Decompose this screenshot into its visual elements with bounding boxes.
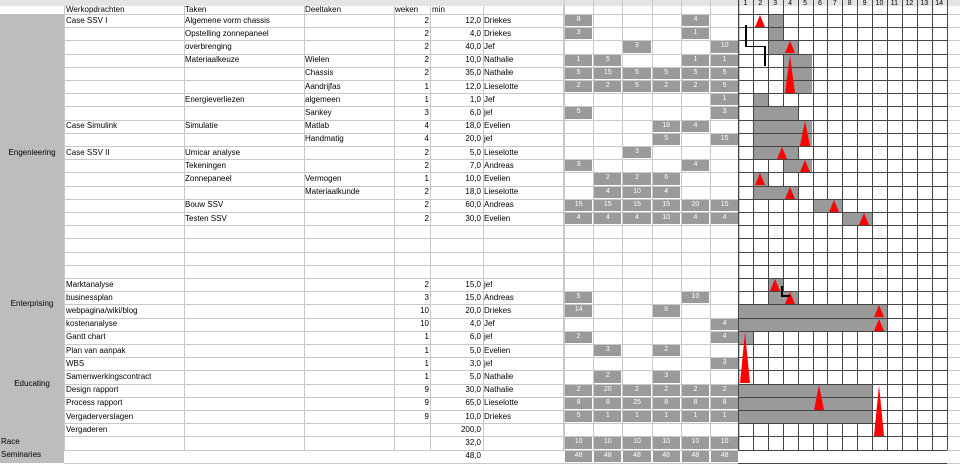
gantt-bar bbox=[739, 398, 872, 410]
person-name: Lieselotte bbox=[484, 398, 519, 408]
group-enterprising bbox=[0, 278, 64, 331]
weeks-value: 4 bbox=[424, 121, 429, 131]
weeks-value: 2 bbox=[424, 68, 429, 78]
gantt-row-divider bbox=[738, 225, 947, 226]
gantt-row-divider bbox=[738, 436, 947, 437]
hours-cell: 1 bbox=[682, 28, 709, 39]
minutes-value: 60,0 bbox=[465, 200, 481, 210]
deeltaak: Vermogen bbox=[305, 173, 342, 183]
gantt-row-divider bbox=[738, 331, 947, 332]
person-name: Nathalie bbox=[484, 55, 514, 65]
week-header: 14 bbox=[935, 0, 944, 7]
milestone-marker bbox=[785, 292, 795, 304]
hours-cell: 2 bbox=[565, 385, 592, 396]
milestone-marker bbox=[874, 319, 884, 331]
hours-cell: 4 bbox=[682, 121, 709, 132]
hours-cell: 2 bbox=[623, 385, 650, 396]
week-header: 11 bbox=[890, 0, 899, 7]
person-name: Lieselotte bbox=[484, 81, 519, 91]
person-name: Jef bbox=[484, 319, 495, 329]
hours-cell: 4 bbox=[711, 213, 738, 224]
week-header: 4 bbox=[788, 0, 793, 7]
hours-cell: 2 bbox=[565, 332, 592, 343]
minutes-value: 200,0 bbox=[460, 424, 481, 434]
dependency-arrow bbox=[781, 295, 790, 297]
weeks-value: 1 bbox=[424, 81, 429, 91]
hours-cell: 48 bbox=[653, 451, 680, 462]
hours-cell: 1 bbox=[594, 411, 621, 422]
gantt-row-divider bbox=[738, 54, 947, 55]
taak: Materiaalkeuze bbox=[185, 55, 240, 65]
gantt-bar bbox=[739, 411, 872, 423]
hours-cell: 15 bbox=[653, 200, 680, 211]
minutes-value: 65,0 bbox=[465, 398, 481, 408]
hours-cell: 4 bbox=[682, 15, 709, 26]
week-header: 13 bbox=[920, 0, 929, 7]
milestone-marker bbox=[740, 332, 750, 383]
person-name: Nathalie bbox=[484, 385, 514, 395]
person-name: jef bbox=[484, 279, 493, 289]
weeks-value: 9 bbox=[424, 398, 429, 408]
weeks-value: 9 bbox=[424, 385, 429, 395]
weeks-value: 2 bbox=[424, 41, 429, 51]
gantt-row-divider bbox=[738, 265, 947, 266]
weeks-value: 1 bbox=[424, 94, 429, 104]
dependency-arrow bbox=[764, 46, 766, 66]
werkopdracht: Marktanalyse bbox=[66, 279, 114, 289]
weeks-value: 3 bbox=[424, 107, 429, 117]
person-name: Jef bbox=[484, 94, 495, 104]
hours-cell: 4 bbox=[594, 213, 621, 224]
hours-cell: 2 bbox=[653, 345, 680, 356]
hours-cell: 48 bbox=[565, 451, 592, 462]
hours-cell: 6 bbox=[653, 305, 680, 316]
hours-cell: 3 bbox=[565, 160, 592, 171]
werkopdracht: Case SSV II bbox=[66, 147, 110, 157]
hours-cell: 5 bbox=[565, 68, 592, 79]
hours-cell: 15 bbox=[711, 200, 738, 211]
hours-cell: 4 bbox=[711, 319, 738, 330]
hours-cell: 3 bbox=[653, 371, 680, 382]
hours-cell: 20 bbox=[682, 200, 709, 211]
gantt-bar bbox=[769, 15, 783, 27]
hours-cell: 2 bbox=[711, 385, 738, 396]
person-name: Andreas bbox=[484, 160, 514, 170]
person-name: jef bbox=[484, 332, 493, 342]
minutes-value: 7,0 bbox=[469, 160, 481, 170]
gantt-row-divider bbox=[738, 80, 947, 81]
milestone-marker bbox=[800, 160, 810, 172]
minutes-value: 5,0 bbox=[469, 371, 481, 381]
milestone-marker bbox=[777, 147, 787, 159]
person-name: Jef bbox=[484, 41, 495, 51]
hours-cell: 4 bbox=[594, 187, 621, 198]
person-name: jef bbox=[484, 134, 493, 144]
weeks-value: 10 bbox=[420, 319, 429, 329]
gantt-row-divider bbox=[738, 423, 947, 424]
milestone-marker bbox=[829, 200, 839, 212]
person-name: Evelien bbox=[484, 121, 511, 131]
dependency-arrow bbox=[745, 25, 747, 47]
hours-cell: 10 bbox=[623, 187, 650, 198]
gantt-row-divider bbox=[738, 212, 947, 213]
hours-cell: 1 bbox=[711, 55, 738, 66]
hours-cell: 3 bbox=[565, 28, 592, 39]
person-name: Nathalie bbox=[484, 68, 514, 78]
person-name: Evelien bbox=[484, 213, 511, 223]
group-engenieering bbox=[0, 27, 64, 278]
person-name: Evelien bbox=[484, 173, 511, 183]
gantt-row-divider bbox=[738, 238, 947, 239]
weeks-value: 9 bbox=[424, 411, 429, 421]
hours-cell: 5 bbox=[653, 134, 680, 145]
hours-cell: 5 bbox=[565, 411, 592, 422]
hours-cell: 10 bbox=[711, 41, 738, 52]
gantt-row-divider bbox=[738, 159, 947, 160]
header-taken: Taken bbox=[185, 5, 207, 14]
hours-cell: 2 bbox=[594, 371, 621, 382]
hours-cell: 8 bbox=[711, 398, 738, 409]
group-label: Seminaries bbox=[1, 450, 42, 460]
hours-cell: 5 bbox=[682, 68, 709, 79]
gantt-row-divider bbox=[738, 67, 947, 68]
group-label: Educating bbox=[14, 378, 50, 388]
gantt-col-divider bbox=[947, 0, 948, 450]
hours-cell: 3 bbox=[711, 107, 738, 118]
week-header: 6 bbox=[817, 0, 822, 7]
weeks-value: 1 bbox=[424, 173, 429, 183]
hours-cell: 2 bbox=[653, 81, 680, 92]
person-name: Lieselotte bbox=[484, 147, 519, 157]
werkopdracht: Samenwerkingscontract bbox=[66, 371, 152, 381]
hours-cell: 18 bbox=[653, 121, 680, 132]
werkopdracht: WBS bbox=[66, 358, 85, 368]
minutes-value: 15,0 bbox=[465, 279, 481, 289]
person-name: Driekes bbox=[484, 305, 512, 315]
deeltaak: Handmatig bbox=[305, 134, 344, 144]
hours-cell: 15 bbox=[565, 200, 592, 211]
hours-cell: 4 bbox=[623, 213, 650, 224]
hours-cell: 4 bbox=[711, 332, 738, 343]
weeks-value: 2 bbox=[424, 15, 429, 25]
week-header: 2 bbox=[758, 0, 763, 7]
hours-cell: 5 bbox=[711, 81, 738, 92]
weeks-value: 2 bbox=[424, 213, 429, 223]
hours-cell: 5 bbox=[623, 68, 650, 79]
person-name: Andreas bbox=[484, 200, 514, 210]
taak: Testen SSV bbox=[185, 213, 227, 223]
hours-cell: 3 bbox=[711, 358, 738, 369]
deeltaak: Matlab bbox=[305, 121, 330, 131]
hours-cell: 10 bbox=[594, 437, 621, 448]
deeltaak: Materiaalkunde bbox=[305, 187, 360, 197]
milestone-marker bbox=[814, 385, 824, 410]
minutes-value: 5,0 bbox=[469, 147, 481, 157]
milestone-marker bbox=[874, 385, 884, 436]
person-name: Driekes bbox=[484, 15, 512, 25]
hours-cell: 2 bbox=[682, 81, 709, 92]
hours-cell: 2 bbox=[653, 385, 680, 396]
gantt-row-divider bbox=[738, 357, 947, 358]
hours-cell: 6 bbox=[653, 173, 680, 184]
weeks-value: 2 bbox=[424, 187, 429, 197]
week-header: 1 bbox=[743, 0, 748, 7]
person-name: Andreas bbox=[484, 292, 514, 302]
gantt-row-divider bbox=[738, 370, 947, 371]
minutes-value: 6,0 bbox=[469, 332, 481, 342]
werkopdracht: Vergaderverslagen bbox=[66, 411, 134, 421]
weeks-value: 1 bbox=[424, 345, 429, 355]
hours-cell: 10 bbox=[653, 437, 680, 448]
hours-cell: 2 bbox=[623, 173, 650, 184]
gantt-row-divider bbox=[738, 252, 947, 253]
weeks-value: 4 bbox=[424, 134, 429, 144]
minutes-value: 18,0 bbox=[465, 187, 481, 197]
weeks-value: 1 bbox=[424, 371, 429, 381]
taak: Opstelling zonnepaneel bbox=[185, 28, 269, 38]
weeks-value: 3 bbox=[424, 292, 429, 302]
weeks-value: 10 bbox=[420, 305, 429, 315]
taak: Simulatie bbox=[185, 121, 218, 131]
hours-cell: 8 bbox=[653, 398, 680, 409]
col-divider bbox=[64, 6, 65, 450]
werkopdracht: webpagina/wiki/blog bbox=[66, 305, 138, 315]
person-name: Lieselotte bbox=[484, 187, 519, 197]
taak: Algemene vorm chassis bbox=[185, 15, 270, 25]
deeltaak: Sankey bbox=[305, 107, 332, 117]
group-race bbox=[0, 436, 64, 449]
gantt-bar bbox=[739, 319, 887, 331]
person-name: Driekes bbox=[484, 28, 512, 38]
hours-cell: 15 bbox=[594, 200, 621, 211]
milestone-marker bbox=[770, 279, 780, 291]
hours-cell: 15 bbox=[623, 200, 650, 211]
week-header: 12 bbox=[905, 0, 914, 7]
hours-cell: 20 bbox=[594, 385, 621, 396]
weeks-value: 2 bbox=[424, 147, 429, 157]
werkopdracht: Plan van aanpak bbox=[66, 345, 126, 355]
hours-cell: 10 bbox=[623, 437, 650, 448]
hours-cell: 1 bbox=[623, 411, 650, 422]
hours-cell: 14 bbox=[565, 305, 592, 316]
gantt-bar bbox=[754, 147, 798, 159]
minutes-value: 10,0 bbox=[465, 411, 481, 421]
week-header: 8 bbox=[847, 0, 852, 7]
werkopdracht: Gantt chart bbox=[66, 332, 106, 342]
minutes-value: 4,0 bbox=[469, 28, 481, 38]
hours-cell: 48 bbox=[682, 451, 709, 462]
group-label: Enterprising bbox=[10, 299, 54, 309]
week-header: 9 bbox=[862, 0, 867, 7]
taak: Energieverliezen bbox=[185, 94, 245, 104]
deeltaak: algemeen bbox=[305, 94, 341, 104]
deeltaak: Wielen bbox=[305, 55, 330, 65]
hours-cell: 3 bbox=[623, 147, 650, 158]
week-header: 7 bbox=[832, 0, 837, 7]
hours-cell: 4 bbox=[682, 213, 709, 224]
hours-cell: 1 bbox=[565, 55, 592, 66]
person-name: Evelien bbox=[484, 345, 511, 355]
col-divider bbox=[184, 6, 185, 450]
taak: Bouw SSV bbox=[185, 200, 224, 210]
milestone-marker bbox=[800, 121, 810, 146]
weeks-value: 2 bbox=[424, 279, 429, 289]
werkopdracht: businessplan bbox=[66, 292, 113, 302]
hours-cell: 48 bbox=[594, 451, 621, 462]
milestone-marker bbox=[859, 213, 869, 225]
minutes-value: 40,0 bbox=[465, 41, 481, 51]
hours-cell: 10 bbox=[682, 437, 709, 448]
hours-cell: 1 bbox=[711, 411, 738, 422]
hours-cell: 15 bbox=[594, 68, 621, 79]
weeks-value: 2 bbox=[424, 28, 429, 38]
taak: Umicar analyse bbox=[185, 147, 241, 157]
group-educating bbox=[0, 331, 64, 437]
hours-cell: 8 bbox=[565, 398, 592, 409]
group-label: Race bbox=[1, 436, 20, 446]
weeks-value: 1 bbox=[424, 332, 429, 342]
hours-cell: 10 bbox=[682, 292, 709, 303]
minutes-value: 3,0 bbox=[469, 358, 481, 368]
weeks-value: 2 bbox=[424, 160, 429, 170]
hours-cell: 2 bbox=[594, 81, 621, 92]
gantt-row-divider bbox=[738, 199, 947, 200]
hours-cell: 48 bbox=[711, 451, 738, 462]
gantt-bar bbox=[739, 385, 872, 397]
hours-cell: 5 bbox=[653, 68, 680, 79]
gantt-row-divider bbox=[738, 172, 947, 173]
hours-cell: 4 bbox=[653, 187, 680, 198]
minutes-value: 35,0 bbox=[465, 68, 481, 78]
minutes-value: 48,0 bbox=[465, 451, 481, 461]
hours-cell: 2 bbox=[565, 81, 592, 92]
werkopdracht: Process rapport bbox=[66, 398, 123, 408]
hours-cell: 5 bbox=[565, 107, 592, 118]
milestone-marker bbox=[785, 41, 795, 53]
minutes-value: 20,0 bbox=[465, 305, 481, 315]
group-seminaries bbox=[0, 450, 64, 463]
person-name: jef bbox=[484, 358, 493, 368]
hours-cell: 5 bbox=[594, 55, 621, 66]
hours-cell: 3 bbox=[623, 41, 650, 52]
hours-cell: 8 bbox=[565, 15, 592, 26]
person-name: jef bbox=[484, 107, 493, 117]
hours-cell: 4 bbox=[682, 160, 709, 171]
minutes-value: 10,0 bbox=[465, 55, 481, 65]
hours-cell: 5 bbox=[711, 68, 738, 79]
minutes-value: 30,0 bbox=[465, 385, 481, 395]
hours-cell: 25 bbox=[623, 398, 650, 409]
hours-cell: 10 bbox=[711, 437, 738, 448]
hours-cell: 1 bbox=[711, 94, 738, 105]
werkopdracht: Case Simulink bbox=[66, 121, 118, 131]
weeks-value: 1 bbox=[424, 358, 429, 368]
minutes-value: 18,0 bbox=[465, 121, 481, 131]
week-header: 3 bbox=[773, 0, 778, 7]
hours-cell: 1 bbox=[682, 411, 709, 422]
werkopdracht: Vergaderen bbox=[66, 424, 108, 434]
hours-cell: 15 bbox=[711, 134, 738, 145]
werkopdracht: kostenanalyse bbox=[66, 319, 118, 329]
minutes-value: 10,0 bbox=[465, 173, 481, 183]
header-min: min bbox=[432, 5, 445, 14]
deeltaak: Chassis bbox=[305, 68, 334, 78]
hours-cell: 10 bbox=[653, 213, 680, 224]
taak: Tekeningen bbox=[185, 160, 226, 170]
minutes-value: 1,0 bbox=[469, 94, 481, 104]
hours-cell: 8 bbox=[594, 398, 621, 409]
hours-cell: 3 bbox=[594, 345, 621, 356]
week-header: 5 bbox=[803, 0, 807, 7]
milestone-marker bbox=[785, 187, 795, 199]
hours-cell: 4 bbox=[565, 213, 592, 224]
milestone-marker bbox=[755, 15, 765, 27]
gantt-bar bbox=[769, 28, 783, 40]
weeks-value: 2 bbox=[424, 200, 429, 210]
deeltaak: Aandrijfas bbox=[305, 81, 341, 91]
werkopdracht: Case SSV I bbox=[66, 15, 108, 25]
hours-cell: 2 bbox=[594, 173, 621, 184]
week-header: 10 bbox=[875, 0, 884, 7]
hours-cell: 48 bbox=[623, 451, 650, 462]
group-engineering-top bbox=[0, 14, 64, 27]
person-name: Driekes bbox=[484, 411, 512, 421]
gantt-bar bbox=[754, 94, 768, 106]
minutes-value: 6,0 bbox=[469, 107, 481, 117]
header-deeltaken: Deeltaken bbox=[305, 5, 342, 14]
minutes-value: 20,0 bbox=[465, 134, 481, 144]
werkopdracht: Design rapport bbox=[66, 385, 119, 395]
minutes-value: 30,0 bbox=[465, 213, 481, 223]
minutes-value: 5,0 bbox=[469, 345, 481, 355]
hours-cell: 5 bbox=[623, 81, 650, 92]
minutes-value: 12,0 bbox=[465, 81, 481, 91]
dependency-arrow bbox=[745, 46, 765, 48]
hours-cell: 10 bbox=[565, 437, 592, 448]
gantt-bar bbox=[739, 305, 887, 317]
minutes-value: 12,0 bbox=[465, 15, 481, 25]
gantt-bar bbox=[754, 107, 798, 119]
header-weken: weken bbox=[395, 5, 419, 14]
milestone-marker bbox=[785, 55, 795, 93]
minutes-value: 32,0 bbox=[465, 437, 481, 447]
minutes-value: 15,0 bbox=[465, 292, 481, 302]
group-label: Engenieering bbox=[8, 147, 56, 157]
person-name: Nathalie bbox=[484, 371, 514, 381]
taak: overbrenging bbox=[185, 41, 232, 51]
hours-cell: 8 bbox=[682, 398, 709, 409]
hours-cell: 2 bbox=[682, 385, 709, 396]
weeks-value: 2 bbox=[424, 55, 429, 65]
gantt-row-divider bbox=[738, 344, 947, 345]
hours-cell: 5 bbox=[565, 292, 592, 303]
milestone-marker bbox=[874, 305, 884, 317]
hours-cell: 1 bbox=[653, 411, 680, 422]
taak: Zonnepaneel bbox=[185, 173, 232, 183]
hours-cell: 1 bbox=[682, 55, 709, 66]
header-werkopdrachten: Werkopdrachten bbox=[66, 5, 125, 14]
minutes-value: 4,0 bbox=[469, 319, 481, 329]
gantt-row-divider bbox=[738, 93, 947, 94]
milestone-marker bbox=[755, 173, 765, 185]
